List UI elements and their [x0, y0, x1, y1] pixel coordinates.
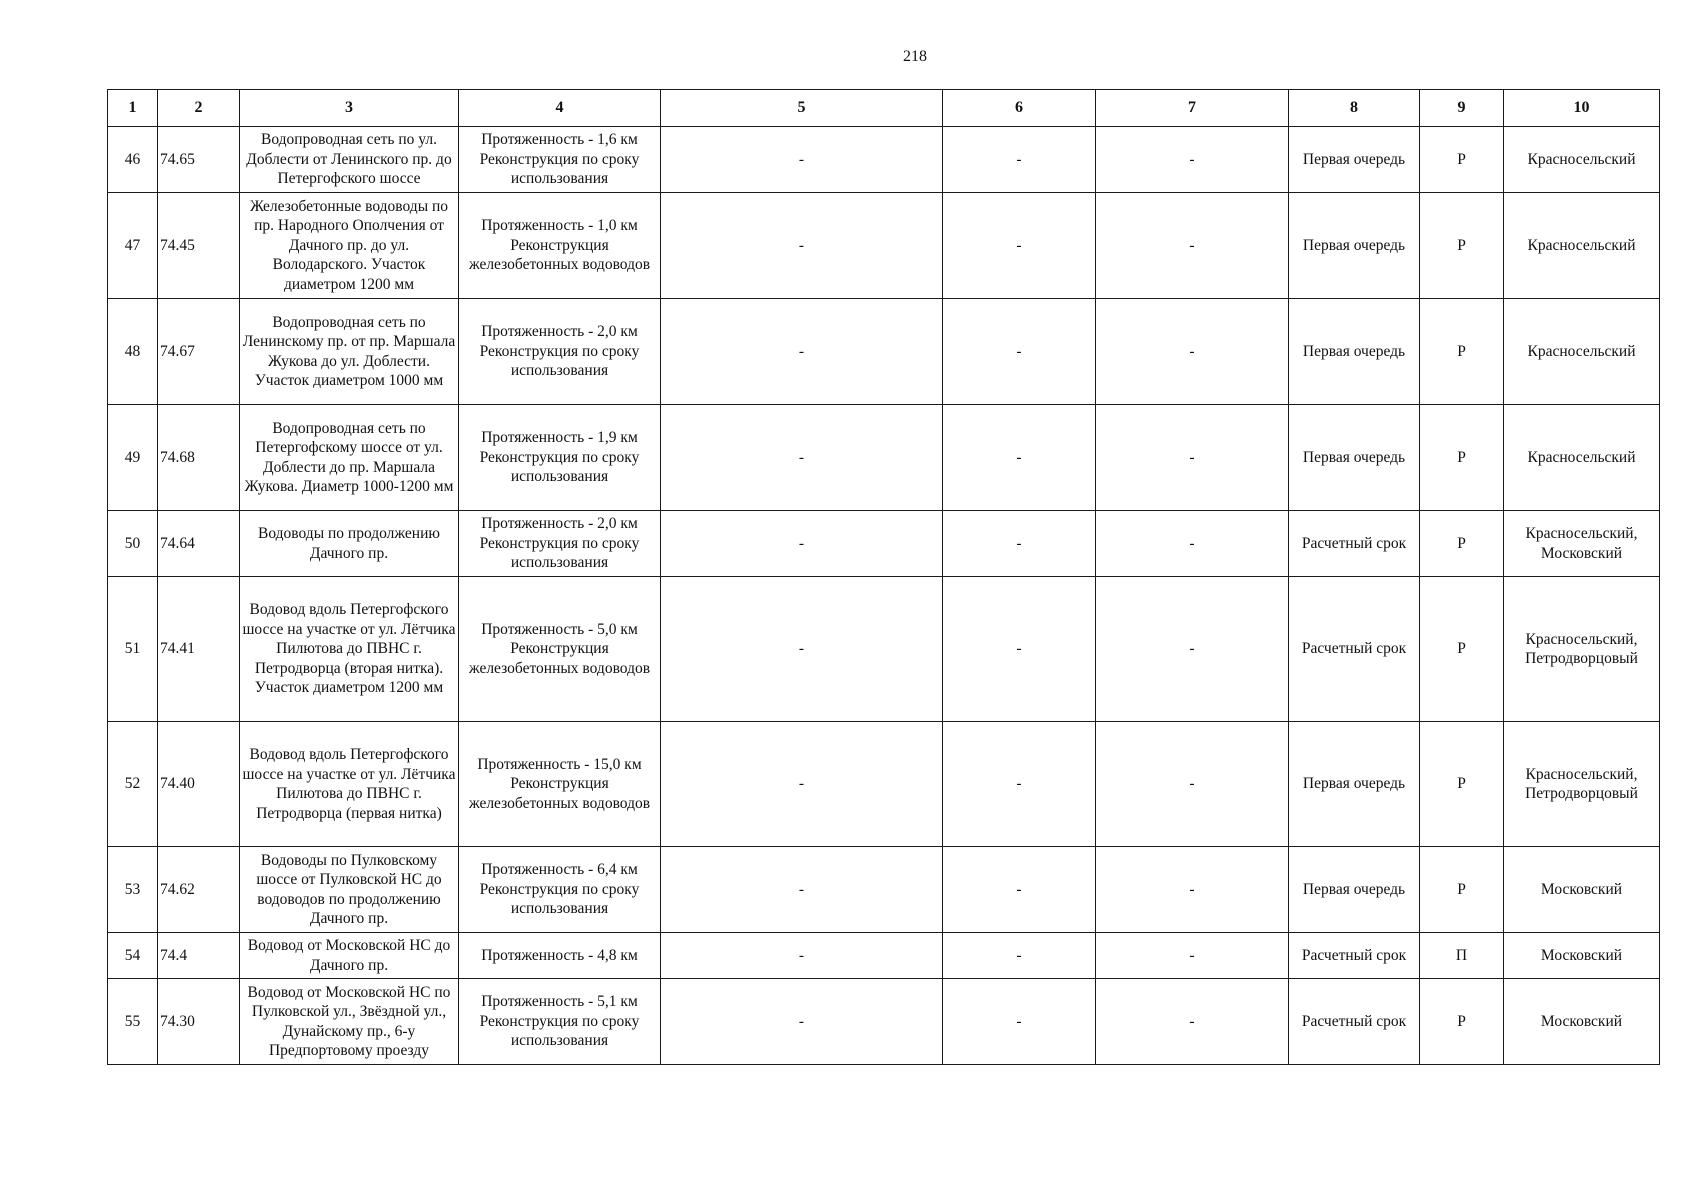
district: Красносельский, Петродворцовый: [1504, 577, 1660, 722]
row-number: 51: [108, 577, 158, 722]
district: Красносельский, Московский: [1504, 511, 1660, 577]
col-7-value: -: [1096, 933, 1289, 979]
table-row: [108, 979, 1660, 1065]
col-6-value: -: [943, 847, 1096, 933]
col-7-value: -: [1096, 979, 1289, 1065]
row-number: 55: [108, 979, 158, 1065]
col-6-value: -: [943, 299, 1096, 405]
district: Красносельский: [1504, 193, 1660, 299]
header-col-5: 5: [661, 90, 943, 127]
object-type: Р: [1420, 979, 1504, 1065]
col-5-value: -: [661, 933, 943, 979]
object-name: Водоводы по Пулковскому шоссе от Пулковской НС до водоводов по продолжению Дачного пр.: [240, 847, 459, 933]
header-row: [108, 90, 1660, 127]
row-number: 46: [108, 127, 158, 193]
col-7-value: -: [1096, 405, 1289, 511]
object-type: Р: [1420, 127, 1504, 193]
object-type: Р: [1420, 722, 1504, 847]
object-description: Протяженность - 1,0 км Реконструкция железобетонных водоводов: [459, 193, 661, 299]
implementation-stage: Расчетный срок: [1289, 933, 1420, 979]
object-code: 74.40: [158, 722, 240, 847]
row-number: 49: [108, 405, 158, 511]
col-5-value: -: [661, 722, 943, 847]
header-col-6: 6: [943, 90, 1096, 127]
col-6-value: -: [943, 933, 1096, 979]
col-7-value: -: [1096, 722, 1289, 847]
object-description: Протяженность - 6,4 км Реконструкция по сроку использования: [459, 847, 661, 933]
object-type: Р: [1420, 577, 1504, 722]
row-number: 50: [108, 511, 158, 577]
implementation-stage: Первая очередь: [1289, 193, 1420, 299]
table-row: [108, 193, 1660, 299]
header-col-7: 7: [1096, 90, 1289, 127]
object-name: Железобетонные водоводы по пр. Народного Ополчения от Дачного пр. до ул. Володарского. Участок диаметром 1200 мм: [240, 193, 459, 299]
col-6-value: -: [943, 511, 1096, 577]
col-7-value: -: [1096, 847, 1289, 933]
table-row: [108, 405, 1660, 511]
object-code: 74.62: [158, 847, 240, 933]
col-5-value: -: [661, 405, 943, 511]
object-type: Р: [1420, 847, 1504, 933]
table-row: [108, 299, 1660, 405]
object-name: Водопроводная сеть по ул. Доблести от Ленинского пр. до Петергофского шоссе: [240, 127, 459, 193]
col-5-value: -: [661, 511, 943, 577]
table-row: [108, 127, 1660, 193]
header-col-8: 8: [1289, 90, 1420, 127]
object-description: Протяженность - 1,9 км Реконструкция по сроку использования: [459, 405, 661, 511]
object-code: 74.30: [158, 979, 240, 1065]
object-code: 74.45: [158, 193, 240, 299]
col-7-value: -: [1096, 299, 1289, 405]
col-5-value: -: [661, 127, 943, 193]
table-row: [108, 511, 1660, 577]
header-col-3: 3: [240, 90, 459, 127]
object-description: Протяженность - 4,8 км: [459, 933, 661, 979]
table-row: [108, 577, 1660, 722]
col-5-value: -: [661, 847, 943, 933]
object-description: Протяженность - 2,0 км Реконструкция по сроку использования: [459, 299, 661, 405]
object-description: Протяженность - 15,0 км Реконструкция железобетонных водоводов: [459, 722, 661, 847]
implementation-stage: Расчетный срок: [1289, 979, 1420, 1065]
object-name: Водопроводная сеть по Ленинскому пр. от пр. Маршала Жукова до ул. Доблести. Участок диаметром 1000 мм: [240, 299, 459, 405]
object-type: Р: [1420, 511, 1504, 577]
row-number: 54: [108, 933, 158, 979]
table-row: [108, 847, 1660, 933]
implementation-stage: Расчетный срок: [1289, 577, 1420, 722]
object-name: Водовод от Московской НС по Пулковской ул., Звёздной ул., Дунайскому пр., 6-у Предпортовому проезду: [240, 979, 459, 1065]
row-number: 52: [108, 722, 158, 847]
implementation-stage: Первая очередь: [1289, 847, 1420, 933]
object-type: Р: [1420, 193, 1504, 299]
col-6-value: -: [943, 127, 1096, 193]
water-supply-registry-table: [107, 89, 1660, 1065]
table-row: [108, 722, 1660, 847]
page-number: 218: [903, 48, 927, 65]
col-7-value: -: [1096, 193, 1289, 299]
object-type: П: [1420, 933, 1504, 979]
col-7-value: -: [1096, 127, 1289, 193]
object-name: Водовод вдоль Петергофского шоссе на участке от ул. Лётчика Пилютова до ПВНС г. Петродворца (вторая нитка). Участок диаметром 1200 мм: [240, 577, 459, 722]
object-code: 74.41: [158, 577, 240, 722]
col-5-value: -: [661, 577, 943, 722]
implementation-stage: Первая очередь: [1289, 405, 1420, 511]
object-code: 74.4: [158, 933, 240, 979]
district: Красносельский: [1504, 127, 1660, 193]
object-description: Протяженность - 5,1 км Реконструкция по сроку использования: [459, 979, 661, 1065]
object-name: Водоводы по продолжению Дачного пр.: [240, 511, 459, 577]
object-code: 74.68: [158, 405, 240, 511]
col-5-value: -: [661, 979, 943, 1065]
object-code: 74.64: [158, 511, 240, 577]
col-6-value: -: [943, 979, 1096, 1065]
object-code: 74.67: [158, 299, 240, 405]
header-col-4: 4: [459, 90, 661, 127]
header-col-1: 1: [108, 90, 158, 127]
header-col-10: 10: [1504, 90, 1660, 127]
col-7-value: -: [1096, 577, 1289, 722]
district: Московский: [1504, 979, 1660, 1065]
implementation-stage: Первая очередь: [1289, 299, 1420, 405]
district: Красносельский: [1504, 299, 1660, 405]
row-number: 48: [108, 299, 158, 405]
object-name: Водовод вдоль Петергофского шоссе на участке от ул. Лётчика Пилютова до ПВНС г. Петродворца (первая нитка): [240, 722, 459, 847]
header-col-2: 2: [158, 90, 240, 127]
col-7-value: -: [1096, 511, 1289, 577]
row-number: 47: [108, 193, 158, 299]
col-6-value: -: [943, 577, 1096, 722]
col-6-value: -: [943, 722, 1096, 847]
implementation-stage: Первая очередь: [1289, 722, 1420, 847]
district: Московский: [1504, 847, 1660, 933]
col-5-value: -: [661, 299, 943, 405]
implementation-stage: Расчетный срок: [1289, 511, 1420, 577]
object-name: Водопроводная сеть по Петергофскому шоссе от ул. Доблести до пр. Маршала Жукова. Диаметр 1000-1200 мм: [240, 405, 459, 511]
table-row: [108, 933, 1660, 979]
district: Красносельский, Петродворцовый: [1504, 722, 1660, 847]
object-type: Р: [1420, 299, 1504, 405]
district: Красносельский: [1504, 405, 1660, 511]
col-5-value: -: [661, 193, 943, 299]
row-number: 53: [108, 847, 158, 933]
header-col-9: 9: [1420, 90, 1504, 127]
object-description: Протяженность - 2,0 км Реконструкция по сроку использования: [459, 511, 661, 577]
district: Московский: [1504, 933, 1660, 979]
object-code: 74.65: [158, 127, 240, 193]
col-6-value: -: [943, 193, 1096, 299]
object-description: Протяженность - 5,0 км Реконструкция железобетонных водоводов: [459, 577, 661, 722]
object-description: Протяженность - 1,6 км Реконструкция по сроку использования: [459, 127, 661, 193]
object-name: Водовод от Московской НС до Дачного пр.: [240, 933, 459, 979]
col-6-value: -: [943, 405, 1096, 511]
implementation-stage: Первая очередь: [1289, 127, 1420, 193]
object-type: Р: [1420, 405, 1504, 511]
